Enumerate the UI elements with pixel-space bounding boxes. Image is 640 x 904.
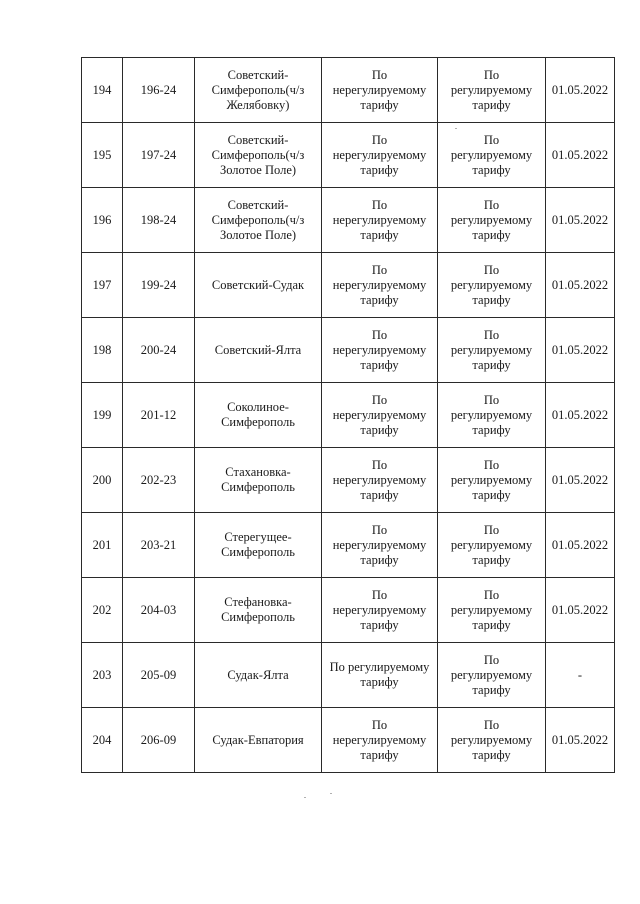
route-code-cell: 196-24 — [123, 58, 195, 123]
current-tariff-cell: По нерегулируемому тарифу — [322, 123, 438, 188]
row-number-cell: 203 — [82, 643, 123, 708]
planned-tariff-cell: По регулируемому тарифу — [438, 513, 546, 578]
row-number-cell: 195 — [82, 123, 123, 188]
route-name-cell: Советский- Симферополь(ч/з Золотое Поле) — [195, 188, 322, 253]
route-name-cell: Судак-Ялта — [195, 643, 322, 708]
planned-tariff-cell: По регулируемому тарифу — [438, 318, 546, 383]
row-number-cell: 196 — [82, 188, 123, 253]
scan-speck — [304, 797, 306, 798]
current-tariff-cell: По нерегулируемому тарифу — [322, 448, 438, 513]
current-tariff-cell: По нерегулируемому тарифу — [322, 58, 438, 123]
planned-tariff-cell: По регулируемому тарифу — [438, 123, 546, 188]
table-row — [82, 448, 615, 513]
row-number-cell: 197 — [82, 253, 123, 318]
route-name-cell: Стахановка- Симферополь — [195, 448, 322, 513]
route-code-cell: 206-09 — [123, 708, 195, 773]
table-row — [82, 253, 615, 318]
effective-date-cell: 01.05.2022 — [546, 58, 615, 123]
current-tariff-cell: По нерегулируемому тарифу — [322, 578, 438, 643]
route-code-cell: 201-12 — [123, 383, 195, 448]
route-code-cell: 199-24 — [123, 253, 195, 318]
route-code-cell: 197-24 — [123, 123, 195, 188]
table-row — [82, 643, 615, 708]
effective-date-cell: 01.05.2022 — [546, 123, 615, 188]
current-tariff-cell: По нерегулируемому тарифу — [322, 253, 438, 318]
row-number-cell: 204 — [82, 708, 123, 773]
scan-speck — [330, 793, 332, 794]
route-code-cell: 202-23 — [123, 448, 195, 513]
current-tariff-cell: По регулируемому тарифу — [322, 643, 438, 708]
planned-tariff-cell: По регулируемому тарифу — [438, 188, 546, 253]
route-code-cell: 198-24 — [123, 188, 195, 253]
route-name-cell: Стефановка- Симферополь — [195, 578, 322, 643]
table-row — [82, 58, 615, 123]
route-name-cell: Судак-Евпатория — [195, 708, 322, 773]
planned-tariff-cell: По регулируемому тарифу — [438, 578, 546, 643]
current-tariff-cell: По нерегулируемому тарифу — [322, 318, 438, 383]
table-row — [82, 513, 615, 578]
effective-date-cell: - — [546, 643, 615, 708]
table-row — [82, 188, 615, 253]
row-number-cell: 201 — [82, 513, 123, 578]
effective-date-cell: 01.05.2022 — [546, 188, 615, 253]
route-name-cell: Советский- Симферополь(ч/з Золотое Поле) — [195, 123, 322, 188]
effective-date-cell: 01.05.2022 — [546, 708, 615, 773]
current-tariff-cell: По нерегулируемому тарифу — [322, 383, 438, 448]
effective-date-cell: 01.05.2022 — [546, 578, 615, 643]
row-number-cell: 199 — [82, 383, 123, 448]
route-code-cell: 205-09 — [123, 643, 195, 708]
route-name-cell: Советский-Ялта — [195, 318, 322, 383]
table-row — [82, 383, 615, 448]
row-number-cell: 198 — [82, 318, 123, 383]
route-name-cell: Советский-Судак — [195, 253, 322, 318]
route-name-cell: Соколиное- Симферополь — [195, 383, 322, 448]
effective-date-cell: 01.05.2022 — [546, 448, 615, 513]
effective-date-cell: 01.05.2022 — [546, 383, 615, 448]
planned-tariff-cell: По регулируемому тарифу — [438, 708, 546, 773]
current-tariff-cell: По нерегулируемому тарифу — [322, 708, 438, 773]
row-number-cell: 202 — [82, 578, 123, 643]
planned-tariff-cell: По регулируемому тарифу — [438, 383, 546, 448]
current-tariff-cell: По нерегулируемому тарифу — [322, 513, 438, 578]
effective-date-cell: 01.05.2022 — [546, 318, 615, 383]
planned-tariff-cell: По регулируемому тарифу — [438, 448, 546, 513]
route-code-cell: 200-24 — [123, 318, 195, 383]
row-number-cell: 194 — [82, 58, 123, 123]
row-number-cell: 200 — [82, 448, 123, 513]
table-row — [82, 708, 615, 773]
scan-speck — [455, 128, 457, 129]
planned-tariff-cell: По регулируемому тарифу — [438, 58, 546, 123]
table-row — [82, 123, 615, 188]
planned-tariff-cell: По регулируемому тарифу — [438, 253, 546, 318]
table-row — [82, 318, 615, 383]
planned-tariff-cell: По регулируемому тарифу — [438, 643, 546, 708]
current-tariff-cell: По нерегулируемому тарифу — [322, 188, 438, 253]
routes-table — [81, 57, 615, 773]
route-code-cell: 204-03 — [123, 578, 195, 643]
effective-date-cell: 01.05.2022 — [546, 253, 615, 318]
table-row — [82, 578, 615, 643]
effective-date-cell: 01.05.2022 — [546, 513, 615, 578]
routes-table-body — [82, 58, 615, 773]
route-code-cell: 203-21 — [123, 513, 195, 578]
route-name-cell: Советский- Симферополь(ч/з Желябовку) — [195, 58, 322, 123]
route-name-cell: Стерегущее- Симферополь — [195, 513, 322, 578]
